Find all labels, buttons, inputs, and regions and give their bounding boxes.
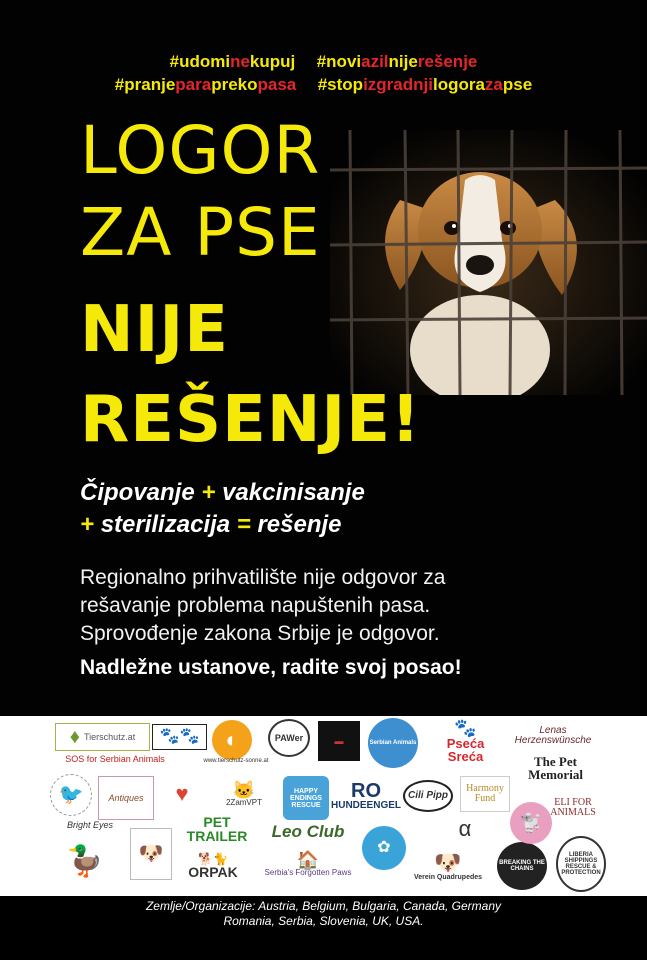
call-to-action: Nadležne ustanove, radite svoj posao! (80, 656, 462, 679)
footer-countries (0, 896, 647, 960)
hashtag-part: pse (502, 75, 533, 94)
logo-pawer: PAWer (268, 719, 310, 757)
hashtag-line-1 (0, 50, 647, 73)
logo-alpha: α (458, 816, 472, 841)
logo-leo-club: Leo Club (271, 821, 345, 841)
logo-cili-pipp: Cili Pipp (403, 780, 453, 812)
logo-dog-badge: 🐶 (130, 828, 172, 880)
hashtag-pranje-para (115, 75, 301, 94)
logo-pet-memorial: The Pet Memorial (528, 754, 583, 782)
logo-forgotten-paws: 🏠 Serbia's Forgotten Paws (264, 850, 352, 877)
hashtag-part: pasa (257, 75, 297, 94)
hashtag-stop-izgradnji (313, 75, 532, 94)
hashtag-part: logora (432, 75, 485, 94)
logo-harmony-fund: Harmony Fund (460, 776, 510, 812)
logo-paw-banner: 🐾🐾 (152, 724, 207, 750)
hashtags (0, 50, 647, 96)
formula-word: vakcinisanje (222, 479, 365, 506)
body-text-line-3: Sprovođenje zakona Srbije je odgovor. (80, 622, 440, 645)
formula-line-2 (80, 513, 342, 537)
hashtag-part: kupuj (249, 52, 296, 71)
logo-lenas: Lenas Herzenswünsche (514, 725, 592, 746)
plus-sign: + (80, 511, 95, 538)
title-logor: LOGOR (80, 112, 321, 189)
logo-tierschutz: ♦ Tierschutz.at (55, 723, 150, 751)
hashtag-part: preko (211, 75, 258, 94)
hashtag-part: #novi (316, 52, 362, 71)
body-text-line-1: Regionalno prihvatilište nije odgovor za (80, 566, 446, 589)
hashtag-part: #udomi (169, 52, 231, 71)
plus-sign: + (201, 479, 216, 506)
logo-duck: 🦆 (66, 844, 104, 878)
logo-pet-trailer: PET TRAILER (186, 814, 248, 844)
logo-2zamvpt: 🐱 2ZamVPT (225, 780, 262, 807)
hashtag-part: #pranje (114, 75, 176, 94)
hashtag-part: #stop (317, 75, 364, 94)
logo-verein-quadrupedes: 🐶 Verein Quadrupedes (413, 849, 483, 881)
footer-line-2: Romania, Serbia, Slovenia, UK, USA. (223, 914, 424, 928)
logo-orpak: 🐕🐈 ORPAK (188, 852, 238, 880)
hashtag-part: para (175, 75, 212, 94)
logo-eli-for-animals: ELI FOR ANIMALS (550, 797, 596, 818)
hashtag-part: rešenje (417, 52, 478, 71)
hashtag-novi-azil (312, 52, 477, 71)
caged-dog-image (330, 130, 647, 395)
title-za-pse: ZA PSE (80, 194, 321, 271)
body-text-line-2: rešavanje problema napuštenih pasa. (80, 594, 431, 617)
footer-line-1: Zemlje/Organizacije: Austria, Belgium, Bulgaria, Canada, Germany (145, 899, 502, 913)
formula-word: rešenje (257, 511, 342, 538)
logo-happy-endings: HAPPY ENDINGS RESCUE (283, 776, 329, 820)
hashtag-part: izgradnji (363, 75, 433, 94)
logo-pseca-sreca: 🐾 Pseća Sreća (446, 718, 485, 764)
logo-dark-square: ▬ (318, 721, 360, 761)
logo-antiques: Antiques (98, 776, 154, 820)
logo-liberia: LIBERIA SHIPPINGS RESCUE & PROTECTION (556, 836, 606, 892)
hashtag-udomi-ne-kupuj (170, 52, 300, 71)
formula-word: sterilizacija (100, 511, 231, 538)
hashtag-part: ne (230, 52, 250, 71)
logo-sos-serbian-animals: SOS for Serbian Animals (65, 753, 165, 764)
formula-line-1 (80, 481, 365, 505)
logo-hundeengel: RO HUNDEENGEL (331, 780, 402, 811)
logo-pink-dog: 🐩 (510, 802, 552, 844)
title-resenje: REŠENJE! (80, 383, 422, 457)
partner-logos (0, 716, 647, 896)
logo-heart-hands: ♥ (175, 781, 189, 806)
logo-animals-serbia: Serbian Animals (368, 718, 418, 768)
logo-bright-eyes: Bright Eyes (66, 819, 114, 830)
hashtag-line-2 (0, 73, 647, 96)
hashtag-part: azil (361, 52, 389, 71)
logo-blue-circle: ✿ (362, 826, 406, 870)
logo-sunflower: ◐ (212, 720, 252, 760)
logo-tierschutz-sonne: www.tierschutz-sonne.at (203, 758, 269, 764)
hashtag-part: za (484, 75, 503, 94)
title-nije: NIJE (80, 293, 229, 367)
formula-word: Čipovanje (80, 479, 195, 506)
logo-breaking-chains: BREAKING THE CHAINS (497, 842, 547, 890)
equals-sign: = (236, 511, 251, 538)
logo-bird-circle: 🐦 (50, 774, 92, 816)
hashtag-part: nije (388, 52, 418, 71)
